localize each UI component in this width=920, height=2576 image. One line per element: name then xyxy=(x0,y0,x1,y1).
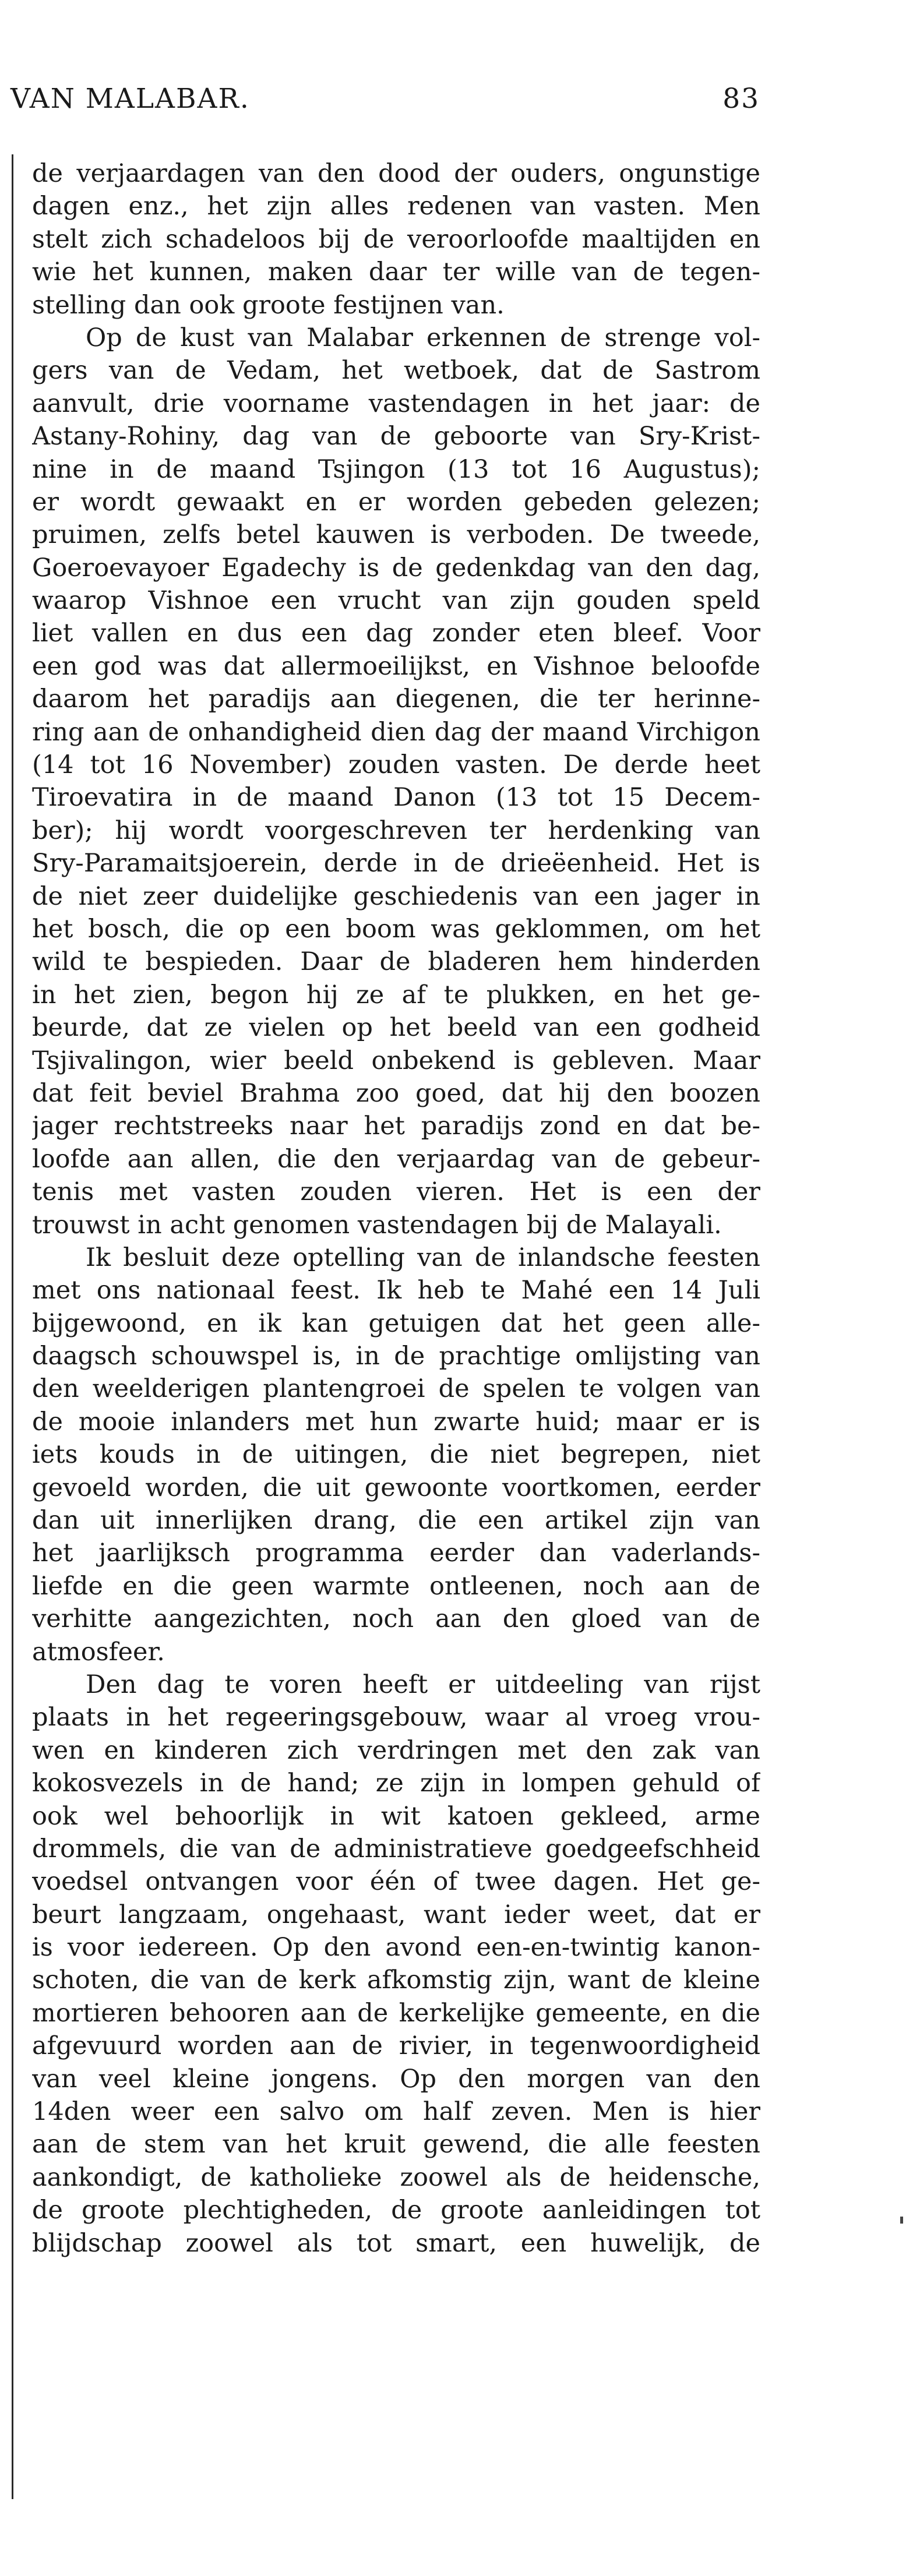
text-line: van veel kleine jongens. Op den morgen van den xyxy=(32,2064,760,2094)
text-line: aanvult, drie voorname vastendagen in het jaar: de xyxy=(32,389,760,418)
text-line: Tiroevatira in de maand Danon (13 tot 15 Decem- xyxy=(32,783,760,813)
text-line: 14den weer een salvo om half zeven. Men is hier xyxy=(32,2097,760,2127)
margin-rule xyxy=(12,154,13,2499)
text-line: blijdschap zoowel als tot smart, een huwelijk, de xyxy=(32,2228,760,2258)
running-head xyxy=(10,82,760,117)
text-line: kokosvezels in de hand; ze zijn in lompen gehuld of xyxy=(32,1769,760,1798)
text-line: daagsch schouwspel is, in de prachtige omlijsting van xyxy=(32,1342,760,1371)
text-line: beurt langzaam, ongehaast, want ieder weet, dat er xyxy=(32,1900,760,1929)
text-line: in het zien, begon hij ze af te plukken, en het ge- xyxy=(32,980,760,1010)
text-line: ring aan de onhandigheid dien dag der maand Virchigon xyxy=(32,717,760,747)
text-line: dat feit beviel Brahma zoo goed, dat hij den boozen xyxy=(32,1078,760,1108)
text-line: de mooie inlanders met hun zwarte huid; maar er is xyxy=(32,1407,760,1437)
text-line: Sry-Paramaitsjoerein, derde in de drieëenheid. Het is xyxy=(32,849,760,878)
text-line: ber); hij wordt voorgeschreven ter herdenking van xyxy=(32,816,760,845)
text-line: aan de stem van het kruit gewend, die alle feesten xyxy=(32,2130,760,2159)
text-line: trouwst in acht genomen vastendagen bij de Malayali. xyxy=(32,1210,722,1240)
text-line: afgevuurd worden aan de rivier, in tegenwoordigheid xyxy=(32,2031,760,2061)
text-line: een god was dat allermoeilijkst, en Vishnoe beloofde xyxy=(32,651,760,681)
text-line: bijgewoond, en ik kan getuigen dat het geen alle- xyxy=(32,1308,760,1338)
text-line: beurde, dat ze vielen op het beeld van een godheid xyxy=(32,1013,760,1043)
body-text xyxy=(32,157,760,2260)
text-line: liet vallen en dus een dag zonder eten bleef. Voor xyxy=(32,619,760,648)
text-line: gers van de Vedam, het wetboek, dat de Sastrom xyxy=(32,356,760,386)
text-line: liefde en die geen warmte ontleenen, noch aan de xyxy=(32,1571,760,1601)
text-line: Op de kust van Malabar erkennen de strenge vol- xyxy=(86,323,760,352)
text-line: ook wel behoorlijk in wit katoen gekleed, arme xyxy=(32,1801,760,1831)
text-line: Astany-Rohiny, dag van de geboorte van Sry-Krist- xyxy=(32,422,760,451)
text-line: de groote plechtigheden, de groote aanleidingen tot xyxy=(32,2196,760,2225)
text-line: jager rechtstreeks naar het paradijs zond en dat be- xyxy=(32,1111,760,1141)
text-line: waarop Vishnoe een vrucht van zijn gouden speld xyxy=(32,586,760,616)
text-line: verhitte aangezichten, noch aan den gloed van de xyxy=(32,1604,760,1634)
text-line: Tsjivalingon, wier beeld onbekend is gebleven. Maar xyxy=(32,1046,760,1075)
text-line: drommels, die van de administratieve goedgeefschheid xyxy=(32,1834,760,1864)
text-line: met ons nationaal feest. Ik heb te Mahé een 14 Juli xyxy=(32,1276,760,1305)
ink-speck xyxy=(900,2217,903,2224)
text-line: plaats in het regeeringsgebouw, waar al vroeg vrou- xyxy=(32,1703,760,1732)
text-line: is voor iedereen. Op den avond een-en-twintig kanon- xyxy=(32,1933,760,1963)
text-line: iets kouds in de uitingen, die niet begrepen, niet xyxy=(32,1440,760,1470)
text-line: voedsel ontvangen voor één of twee dagen. Het ge- xyxy=(32,1867,760,1897)
text-line: gevoeld worden, die uit gewoonte voortkomen, eerder xyxy=(32,1473,760,1502)
text-line: dan uit innerlijken drang, die een artikel zijn van xyxy=(32,1506,760,1536)
text-line: het jaarlijksch programma eerder dan vaderlands- xyxy=(32,1538,760,1568)
text-line: wie het kunnen, maken daar ter wille van de tegen- xyxy=(32,257,760,287)
text-line: tenis met vasten zouden vieren. Het is een der xyxy=(32,1177,760,1207)
text-line: den weelderigen plantengroei de spelen te volgen van xyxy=(32,1374,760,1404)
text-line: daarom het paradijs aan diegenen, die ter herinne- xyxy=(32,684,760,714)
text-line: schoten, die van de kerk afkomstig zijn, want de kleine xyxy=(32,1965,760,1995)
text-line: atmosfeer. xyxy=(32,1637,165,1667)
text-line: de verjaardagen van den dood der ouders, ongunstige xyxy=(32,159,760,188)
running-title: VAN MALABAR. xyxy=(10,83,250,115)
text-line: Goeroevayoer Egadechy is de gedenkdag van den dag, xyxy=(32,553,760,583)
text-line: Den dag te voren heeft er uitdeeling van rijst xyxy=(86,1670,760,1699)
text-line: mortieren behooren aan de kerkelijke gemeente, en die xyxy=(32,1998,760,2028)
text-line: dagen enz., het zijn alles redenen van vasten. Men xyxy=(32,192,760,221)
text-line: stelling dan ook groote festijnen van. xyxy=(32,290,505,320)
text-line: pruimen, zelfs betel kauwen is verboden. De tweede, xyxy=(32,520,760,550)
text-line: wen en kinderen zich verdringen met den zak van xyxy=(32,1735,760,1765)
text-line: stelt zich schadeloos bij de veroorloofde maaltijden en xyxy=(32,224,760,254)
text-line: (14 tot 16 November) zouden vasten. De derde heet xyxy=(32,750,760,780)
text-line: wild te bespieden. Daar de bladeren hem hinderden xyxy=(32,947,760,977)
page-number: 83 xyxy=(722,83,760,115)
text-line: het bosch, die op een boom was geklommen, om het xyxy=(32,914,760,944)
text-line: Ik besluit deze optelling van de inlandsche feesten xyxy=(86,1243,760,1272)
text-line: er wordt gewaakt en er worden gebeden gelezen; xyxy=(32,487,760,517)
text-line: nine in de maand Tsjingon (13 tot 16 Augustus); xyxy=(32,454,760,484)
text-line: de niet zeer duidelijke geschiedenis van een jager in xyxy=(32,881,760,911)
text-line: aankondigt, de katholieke zoowel als de heidensche, xyxy=(32,2162,760,2192)
text-line: loofde aan allen, die den verjaardag van de gebeur- xyxy=(32,1144,760,1174)
